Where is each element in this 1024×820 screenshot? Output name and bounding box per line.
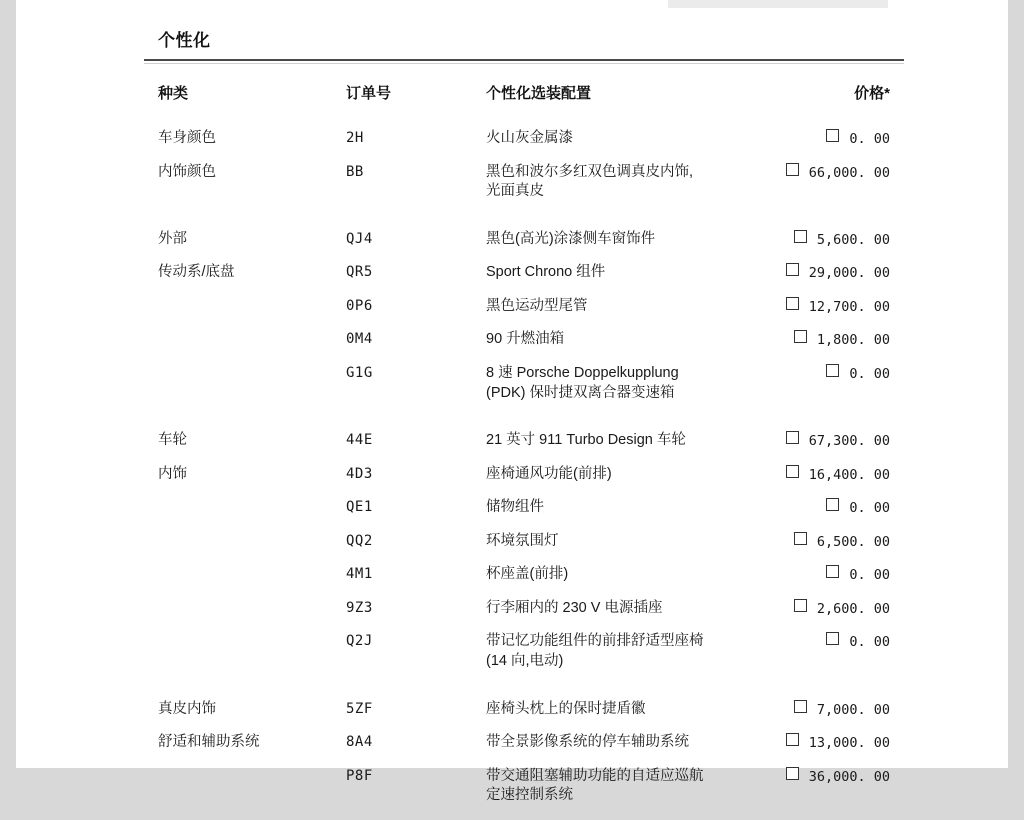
cell-description: 21 英寸 911 Turbo Design 车轮 (486, 432, 686, 449)
cell-description: 90 升燃油箱 (486, 331, 565, 348)
document-content (144, 26, 904, 820)
column-header-category: 种类 (158, 85, 189, 102)
cell-category: 车身颜色 (158, 130, 216, 146)
option-checkbox[interactable] (826, 498, 839, 511)
cell-order-no: 2H (346, 130, 364, 146)
option-checkbox[interactable] (794, 599, 807, 612)
column-header-price: 价格* (854, 85, 890, 102)
cell-price (762, 733, 904, 767)
option-checkbox[interactable] (826, 364, 839, 377)
table-row (144, 733, 904, 767)
section-title: 个性化 (158, 31, 211, 50)
price-value: 0. 00 (849, 567, 890, 584)
cell-price (762, 216, 904, 264)
cell-description: 火山灰金属漆 (486, 130, 573, 146)
cell-category (144, 330, 332, 364)
cell-order-no: P8F (346, 767, 373, 784)
cell-order-no: 44E (346, 432, 373, 449)
cell-description: 带记忆功能组件的前排舒适型座椅 (14 向,电动) (486, 633, 704, 669)
cell-category (144, 565, 332, 599)
cell-price (762, 330, 904, 364)
cell-description: 8 速 Porsche Doppelkupplung (PDK) 保时捷双离合器变速箱 (486, 364, 679, 401)
cell-order-no: 0P6 (346, 297, 373, 314)
cell-description: 环境氛围灯 (486, 532, 559, 549)
option-checkbox[interactable] (786, 465, 799, 478)
cell-category: 舒适和辅助系统 (158, 734, 260, 751)
price-value: 5,600. 00 (816, 231, 890, 248)
cell-category (144, 767, 332, 820)
table-row (144, 163, 904, 216)
table-row (144, 767, 904, 820)
table-row (144, 532, 904, 566)
cell-order-no: QR5 (346, 264, 373, 281)
cell-description: 座椅头枕上的保时捷盾徽 (486, 700, 646, 717)
table-row (144, 216, 904, 264)
cell-description: 黑色和波尔多红双色调真皮内饰, 光面真皮 (486, 163, 694, 200)
table-row (144, 263, 904, 297)
cell-order-no: 5ZF (346, 700, 373, 717)
cell-price (762, 364, 904, 417)
cell-price (762, 129, 904, 163)
cell-order-no: 9Z3 (346, 599, 373, 616)
table-row (144, 565, 904, 599)
cell-price (762, 632, 904, 685)
table-row (144, 417, 904, 465)
cell-description: 行李厢内的 230 V 电源插座 (486, 599, 663, 616)
cell-description: 带全景影像系统的停车辅助系统 (486, 734, 689, 751)
cell-description: 座椅通风功能(前排) (486, 465, 612, 482)
cell-price (762, 532, 904, 566)
price-value: 12,700. 00 (808, 298, 890, 315)
cell-category: 真皮内饰 (158, 700, 216, 717)
cell-order-no: QJ4 (346, 230, 373, 247)
table-row (144, 364, 904, 417)
cell-order-no: QE1 (346, 499, 373, 516)
option-checkbox[interactable] (786, 767, 799, 780)
cell-category (144, 498, 332, 532)
option-checkbox[interactable] (786, 263, 799, 276)
option-checkbox[interactable] (826, 565, 839, 578)
cell-category (144, 599, 332, 633)
table-row (144, 632, 904, 685)
column-header-order-no: 订单号 (346, 85, 392, 102)
cell-category: 内饰颜色 (158, 163, 216, 180)
section-divider-thin (144, 63, 904, 64)
cell-description: 杯座盖(前排) (486, 566, 569, 583)
cell-price (762, 767, 904, 820)
page-top-strip (16, 0, 1008, 15)
section-divider (144, 59, 904, 61)
cell-price (762, 465, 904, 499)
options-table (144, 82, 904, 820)
cell-price (762, 417, 904, 465)
price-value: 13,000. 00 (808, 735, 890, 752)
option-checkbox[interactable] (786, 297, 799, 310)
cell-description: 黑色运动型尾管 (486, 297, 588, 314)
cell-category (144, 532, 332, 566)
table-header-row (144, 82, 904, 129)
price-value: 67,300. 00 (808, 433, 890, 450)
option-checkbox[interactable] (786, 733, 799, 746)
table-row (144, 297, 904, 331)
price-value: 66,000. 00 (808, 164, 890, 181)
cell-description: 储物组件 (486, 499, 544, 516)
option-checkbox[interactable] (794, 532, 807, 545)
cell-order-no: 4D3 (346, 465, 373, 482)
cell-category (144, 632, 332, 685)
cell-description: 黑色(高光)涂漆侧车窗饰件 (486, 230, 656, 247)
price-value: 6,500. 00 (816, 533, 890, 550)
table-row (144, 330, 904, 364)
option-checkbox[interactable] (826, 129, 839, 142)
cell-order-no: 0M4 (346, 331, 373, 348)
price-value: 2,600. 00 (816, 600, 890, 617)
price-value: 1,800. 00 (816, 332, 890, 349)
price-value: 0. 00 (849, 500, 890, 517)
cell-description: 带交通阻塞辅助功能的自适应巡航 定速控制系统 (486, 767, 704, 804)
option-checkbox[interactable] (786, 431, 799, 444)
document-page (16, 0, 1008, 804)
cell-order-no: 8A4 (346, 734, 373, 751)
option-checkbox[interactable] (786, 163, 799, 176)
cell-order-no: Q2J (346, 633, 373, 650)
cell-category: 外部 (158, 230, 187, 247)
cell-category (144, 364, 332, 417)
cell-price (762, 163, 904, 216)
cell-price (762, 565, 904, 599)
cell-order-no: G1G (346, 364, 373, 381)
price-value: 36,000. 00 (808, 768, 890, 785)
cell-order-no: 4M1 (346, 566, 373, 583)
column-header-description: 个性化选装配置 (486, 85, 592, 102)
cell-category: 传动系/底盘 (158, 264, 235, 281)
cell-price (762, 686, 904, 734)
option-checkbox[interactable] (826, 632, 839, 645)
page-top-artifact (668, 0, 888, 8)
table-row (144, 599, 904, 633)
price-value: 16,400. 00 (808, 466, 890, 483)
cell-category: 内饰 (158, 465, 187, 482)
cell-description: Sport Chrono 组件 (486, 264, 606, 281)
cell-order-no: BB (346, 163, 364, 180)
page-left-margin (0, 0, 16, 768)
cell-price (762, 498, 904, 532)
option-checkbox[interactable] (794, 330, 807, 343)
cell-price (762, 297, 904, 331)
cell-price (762, 599, 904, 633)
cell-category (144, 297, 332, 331)
price-value: 0. 00 (849, 131, 890, 147)
cell-order-no: QQ2 (346, 532, 373, 549)
table-row (144, 498, 904, 532)
price-value: 7,000. 00 (816, 701, 890, 718)
cell-category: 车轮 (158, 432, 187, 449)
price-value: 0. 00 (849, 365, 890, 382)
option-checkbox[interactable] (794, 700, 807, 713)
cell-price (762, 263, 904, 297)
page-right-margin (1008, 0, 1024, 768)
table-row (144, 465, 904, 499)
table-row (144, 686, 904, 734)
table-row (144, 129, 904, 163)
option-checkbox[interactable] (794, 230, 807, 243)
price-value: 0. 00 (849, 634, 890, 651)
price-value: 29,000. 00 (808, 265, 890, 282)
